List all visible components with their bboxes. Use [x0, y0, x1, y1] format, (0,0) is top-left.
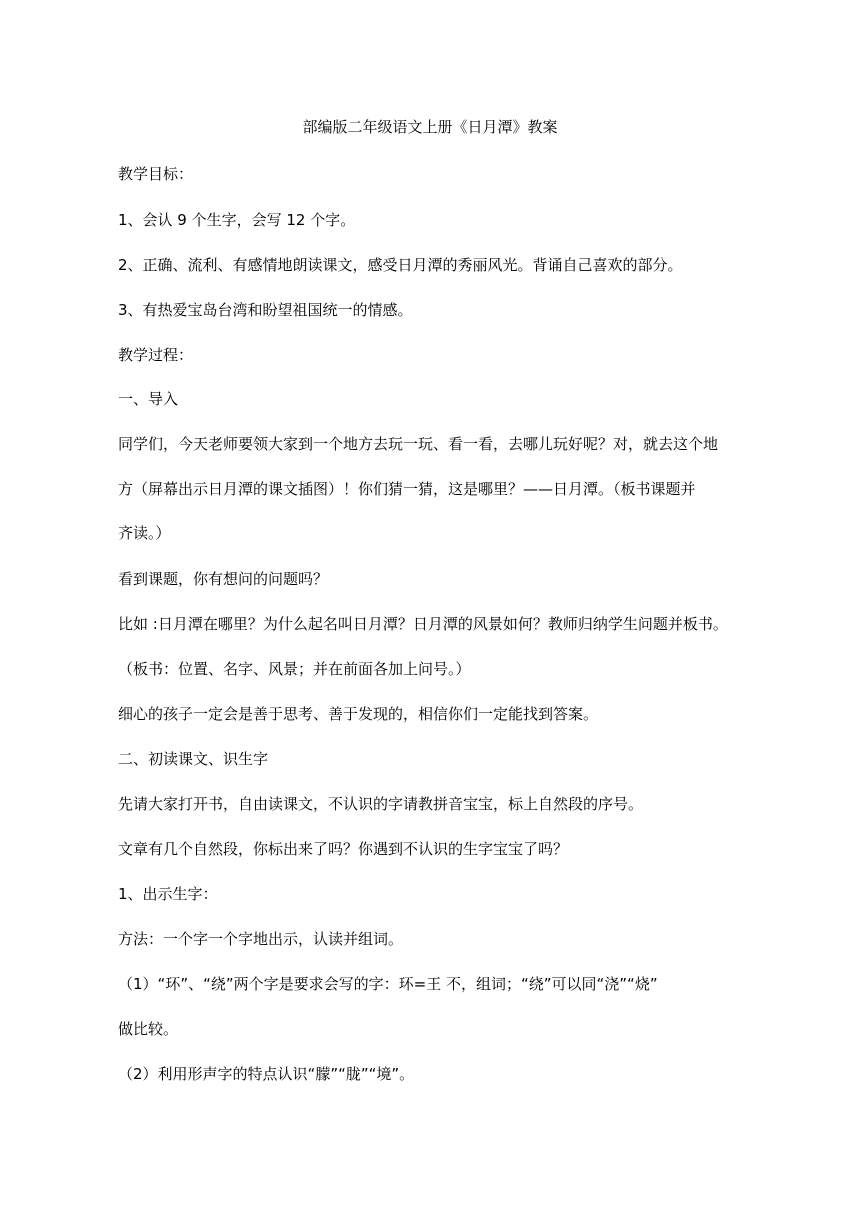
paragraph-line: 1、出示生字：	[118, 885, 218, 903]
paragraph-objective-3: 3、有热爱宝岛台湾和盼望祖国统一的情感。	[118, 301, 413, 319]
paragraph-objective-2: 2、正确、流利、有感情地朗读课文，感受日月潭的秀丽风光。背诵自己喜欢的部分。	[118, 256, 683, 274]
paragraph-line: 同学们，今天老师要领大家到一个地方去玩一玩、看一看，去哪儿玩好呢？对，就去这个地	[118, 435, 719, 453]
paragraph-line: （1）“环”、“绕”两个字是要求会写的字：环=王 不，组词；“绕”可以同“浇”“烧”	[118, 975, 658, 993]
paragraph-line: 看到课题，你有想问的问题吗？	[118, 570, 329, 588]
section-heading-objectives: 教学目标：	[118, 165, 194, 183]
paragraph-line: 比如 :日月潭在哪里？为什么起名叫日月潭？日月潭的风景如何？教师归纳学生问题并板书。	[118, 615, 728, 633]
section-heading-process: 教学过程：	[118, 346, 194, 364]
paragraph-line: 方（屏幕出示日月潭的课文插图）！你们猜一猜，这是哪里？——日月潭。（板书课题并	[118, 480, 696, 498]
paragraph-line: （板书：位置、名字、风景；并在前面各加上问号。）	[118, 660, 471, 678]
paragraph-line: 做比较。	[118, 1020, 179, 1038]
paragraph-line: 细心的孩子一定会是善于思考、善于发现的，相信你们一定能找到答案。	[118, 705, 599, 723]
paragraph-objective-1: 1、会认 9 个生字，会写 12 个字。	[118, 211, 356, 229]
subheading-introduction: 一、导入	[118, 390, 179, 408]
subheading-first-reading: 二、初读课文、识生字	[118, 750, 269, 768]
paragraph-line: 文章有几个自然段，你标出来了吗？你遇到不认识的生字宝宝了吗？	[118, 840, 569, 858]
document-title: 部编版二年级语文上册《日月潭》教案	[302, 118, 558, 136]
paragraph-line: 先请大家打开书，自由读课文，不认识的字请教拼音宝宝，标上自然段的序号。	[118, 795, 644, 813]
paragraph-line: 齐读。）	[118, 524, 171, 542]
paragraph-line: （2）利用形声字的特点认识“朦”“胧”“境”。	[118, 1065, 415, 1083]
paragraph-line: 方法：一个字一个字地出示，认读并组词。	[118, 930, 404, 948]
